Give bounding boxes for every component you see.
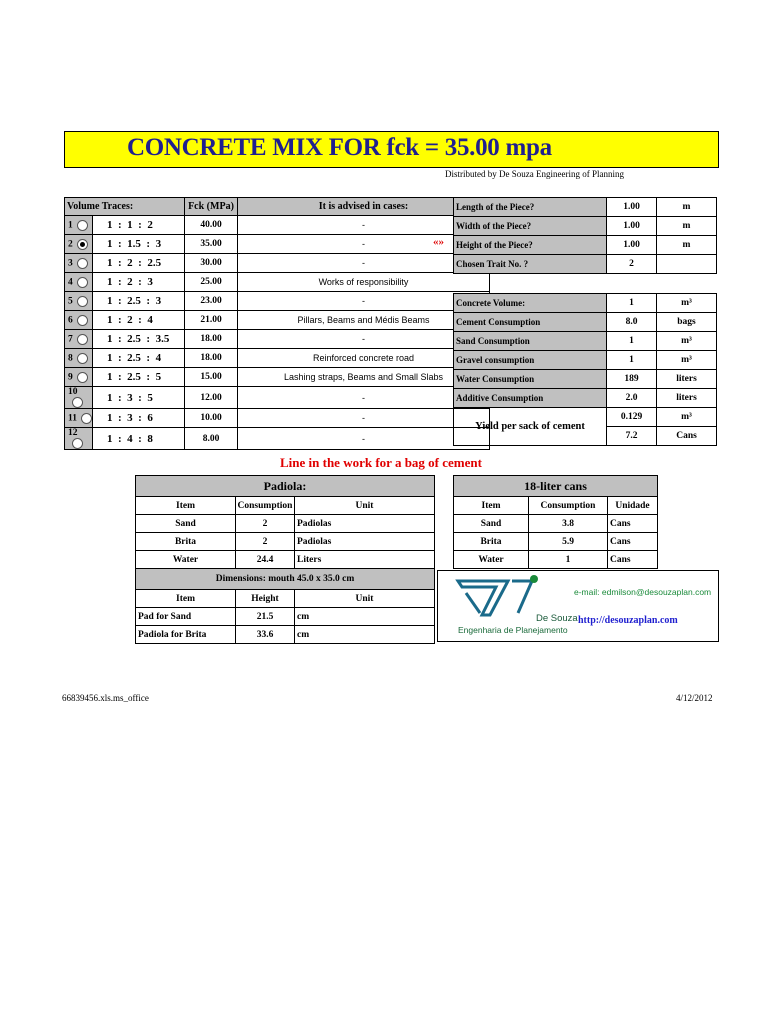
trace-fck: 18.00 [185, 349, 238, 368]
trace-number-text: 10 [68, 387, 78, 397]
consumption-label: Gravel consumption [454, 351, 607, 370]
trace-number [65, 216, 93, 235]
trace-number-text: 5 [68, 296, 73, 307]
traces-header-volume: Volume Traces: [65, 198, 185, 216]
trace-fck: 12.00 [185, 387, 238, 409]
trace-row [65, 428, 490, 450]
logo-block [437, 570, 719, 642]
trace-ratio: 1 : 2.5 : 4 [93, 349, 185, 368]
dimension-item: Pad for Sand [136, 608, 236, 626]
piece-row [454, 198, 717, 217]
trace-number [65, 311, 93, 330]
consumption-row [454, 313, 717, 332]
consumption-unit: m³ [657, 294, 717, 313]
cans-item: Water [454, 551, 529, 569]
page-title: CONCRETE MIX FOR fck = 35.00 mpa [127, 134, 552, 161]
trace-radio[interactable] [77, 277, 88, 288]
dim-header-height: Height [236, 590, 295, 608]
trace-advice: - [238, 330, 490, 349]
cans-unit: Cans [608, 515, 658, 533]
consumption-label: Additive Consumption [454, 389, 607, 408]
yield-unit-2: Cans [657, 427, 717, 446]
piece-unit: m [657, 236, 717, 255]
dimension-height: 33.6 [236, 626, 295, 644]
consumption-unit: liters [657, 370, 717, 389]
cans-item: Sand [454, 515, 529, 533]
piece-unit: m [657, 217, 717, 236]
trace-ratio: 1 : 1 : 2 [93, 216, 185, 235]
trace-radio[interactable] [77, 334, 88, 345]
title-banner [64, 131, 719, 168]
consumption-unit: m³ [657, 332, 717, 351]
consumption-value: 2.0 [607, 389, 657, 408]
dim-header-item: Item [136, 590, 236, 608]
trace-ratio: 1 : 4 : 8 [93, 428, 185, 450]
trace-ratio: 1 : 1.5 : 3 [93, 235, 185, 254]
arrow-indicator: «» [433, 236, 444, 248]
trace-ratio: 1 : 2.5 : 3.5 [93, 330, 185, 349]
trace-fck: 23.00 [185, 292, 238, 311]
padiola-row [136, 515, 435, 533]
logo-brand: De Souza [536, 613, 578, 624]
trace-radio[interactable] [77, 296, 88, 307]
dim-header-unit: Unit [295, 590, 435, 608]
trace-ratio: 1 : 2 : 3 [93, 273, 185, 292]
trace-number [65, 409, 93, 428]
trace-radio[interactable] [77, 239, 88, 250]
trace-advice: Reinforced concrete road [238, 349, 490, 368]
dimension-unit: cm [295, 608, 435, 626]
yield-unit-1: m³ [657, 408, 717, 427]
trace-advice: - [238, 387, 490, 409]
trace-number-text: 7 [68, 334, 73, 345]
consumption-value: 1 [607, 332, 657, 351]
cans-consumption: 3.8 [529, 515, 608, 533]
trace-number [65, 330, 93, 349]
piece-label: Height of the Piece? [454, 236, 607, 255]
distributed-by: Distributed by De Souza Engineering of Planning [445, 169, 624, 179]
trace-ratio: 1 : 2 : 2.5 [93, 254, 185, 273]
consumption-row [454, 332, 717, 351]
padiola-item: Brita [136, 533, 236, 551]
padiola-consumption: 2 [236, 533, 295, 551]
trace-number-text: 8 [68, 353, 73, 364]
trace-radio[interactable] [72, 438, 83, 449]
trace-number-text: 1 [68, 220, 73, 231]
trace-radio[interactable] [81, 413, 92, 424]
cans-header-unit: Unidade [608, 497, 658, 515]
trace-row [65, 273, 490, 292]
piece-label: Chosen Trait No. ? [454, 255, 607, 274]
consumption-row [454, 294, 717, 313]
consumption-unit: bags [657, 313, 717, 332]
trace-advice: - [238, 428, 490, 450]
trace-advice: - [238, 216, 490, 235]
padiola-item: Water [136, 551, 236, 569]
trace-number [65, 254, 93, 273]
trace-number-text: 2 [68, 239, 73, 250]
cans-header-consumption: Consumption [529, 497, 608, 515]
logo-subtitle: Engenharia de Planejamento [458, 625, 568, 635]
trace-advice: - [238, 235, 490, 254]
trace-row [65, 368, 490, 387]
dimension-unit: cm [295, 626, 435, 644]
cans-table [453, 475, 658, 569]
trace-number-text: 6 [68, 315, 73, 326]
piece-value[interactable]: 1.00 [607, 236, 657, 255]
trace-radio[interactable] [77, 258, 88, 269]
consumption-label: Water Consumption [454, 370, 607, 389]
consumption-row [454, 389, 717, 408]
dimension-height: 21.5 [236, 608, 295, 626]
trace-fck: 10.00 [185, 409, 238, 428]
dimension-row [136, 608, 435, 626]
trace-number [65, 349, 93, 368]
consumption-table [453, 293, 717, 446]
piece-value[interactable]: 1.00 [607, 198, 657, 217]
footer-date: 4/12/2012 [676, 693, 713, 703]
trace-number-text: 9 [68, 372, 73, 383]
trace-fck: 15.00 [185, 368, 238, 387]
trace-fck: 8.00 [185, 428, 238, 450]
consumption-value: 189 [607, 370, 657, 389]
trace-row [65, 409, 490, 428]
trace-advice: - [238, 292, 490, 311]
trace-number [65, 273, 93, 292]
trace-radio[interactable] [77, 315, 88, 326]
yield-value-1: 0.129 [607, 408, 657, 427]
trace-number [65, 368, 93, 387]
padiola-item: Sand [136, 515, 236, 533]
consumption-value: 8.0 [607, 313, 657, 332]
cans-consumption: 1 [529, 551, 608, 569]
piece-unit [657, 255, 717, 274]
padiola-header-item: Item [136, 497, 236, 515]
email-text: e-mail: edmilson@desouzaplan.com [574, 587, 712, 597]
trace-fck: 40.00 [185, 216, 238, 235]
padiola-unit: Liters [295, 551, 435, 569]
cans-unit: Cans [608, 533, 658, 551]
trace-ratio: 1 : 2 : 4 [93, 311, 185, 330]
trace-fck: 30.00 [185, 254, 238, 273]
trace-row [65, 311, 490, 330]
piece-value[interactable]: 1.00 [607, 217, 657, 236]
consumption-label: Sand Consumption [454, 332, 607, 351]
piece-value[interactable]: 2 [607, 255, 657, 274]
yield-label: Yield per sack of cement [454, 408, 607, 446]
dimension-item: Padiola for Brita [136, 626, 236, 644]
cans-title: 18-liter cans [454, 476, 658, 497]
traces-header-advice: It is advised in cases: [238, 198, 490, 216]
traces-header-fck: Fck (MPa) [185, 198, 238, 216]
trace-number-text: 12 [68, 428, 78, 438]
consumption-row [454, 351, 717, 370]
padiola-unit: Padiolas [295, 515, 435, 533]
cans-item: Brita [454, 533, 529, 551]
trace-number-text: 4 [68, 277, 73, 288]
trace-row [65, 387, 490, 409]
trace-ratio: 1 : 3 : 5 [93, 387, 185, 409]
dimension-row [136, 626, 435, 644]
padiola-consumption: 2 [236, 515, 295, 533]
footer-filename: 66839456.xls.ms_office [62, 693, 149, 703]
line-work-heading: Line in the work for a bag of cement [280, 455, 482, 470]
piece-row [454, 217, 717, 236]
cans-header-item: Item [454, 497, 529, 515]
cans-row [454, 533, 658, 551]
consumption-row [454, 370, 717, 389]
padiola-table [135, 475, 435, 644]
padiola-header-consumption: Consumption [236, 497, 295, 515]
piece-table [453, 197, 717, 274]
piece-row [454, 236, 717, 255]
trace-number-text: 11 [68, 413, 77, 424]
trace-advice: - [238, 409, 490, 428]
consumption-value: 1 [607, 351, 657, 370]
trace-row [65, 349, 490, 368]
trace-advice: - [238, 254, 490, 273]
trace-radio[interactable] [77, 372, 88, 383]
trace-row [65, 330, 490, 349]
consumption-label: Concrete Volume: [454, 294, 607, 313]
trace-advice: Pillars, Beams and Médis Beams [238, 311, 490, 330]
consumption-value: 1 [607, 294, 657, 313]
trace-ratio: 1 : 2.5 : 5 [93, 368, 185, 387]
trace-number [65, 387, 93, 409]
piece-label: Width of the Piece? [454, 217, 607, 236]
trace-fck: 35.00 [185, 235, 238, 254]
cans-consumption: 5.9 [529, 533, 608, 551]
trace-row [65, 216, 490, 235]
padiola-header-unit: Unit [295, 497, 435, 515]
padiola-row [136, 551, 435, 569]
trace-number [65, 428, 93, 450]
cans-row [454, 515, 658, 533]
trace-row [65, 254, 490, 273]
trace-number [65, 292, 93, 311]
padiola-title: Padiola: [136, 476, 435, 497]
trace-row [65, 235, 490, 254]
trace-fck: 25.00 [185, 273, 238, 292]
trace-fck: 21.00 [185, 311, 238, 330]
cans-unit: Cans [608, 551, 658, 569]
padiola-dimensions: Dimensions: mouth 45.0 x 35.0 cm [136, 569, 435, 590]
padiola-consumption: 24.4 [236, 551, 295, 569]
piece-unit: m [657, 198, 717, 217]
piece-label: Length of the Piece? [454, 198, 607, 217]
consumption-unit: liters [657, 389, 717, 408]
cans-row [454, 551, 658, 569]
traces-table [64, 197, 490, 450]
trace-radio[interactable] [77, 353, 88, 364]
piece-row [454, 255, 717, 274]
padiola-row [136, 533, 435, 551]
yield-value-2: 7.2 [607, 427, 657, 446]
trace-ratio: 1 : 3 : 6 [93, 409, 185, 428]
trace-fck: 18.00 [185, 330, 238, 349]
consumption-label: Cement Consumption [454, 313, 607, 332]
website-link[interactable]: http://desouzaplan.com [578, 615, 678, 626]
trace-number [65, 235, 93, 254]
trace-row [65, 292, 490, 311]
trace-radio[interactable] [77, 220, 88, 231]
consumption-unit: m³ [657, 351, 717, 370]
trace-advice: Works of responsibility [238, 273, 490, 292]
trace-advice: Lashing straps, Beams and Small Slabs [238, 368, 490, 387]
trace-radio[interactable] [72, 397, 83, 408]
padiola-unit: Padiolas [295, 533, 435, 551]
trace-ratio: 1 : 2.5 : 3 [93, 292, 185, 311]
trace-number-text: 3 [68, 258, 73, 269]
